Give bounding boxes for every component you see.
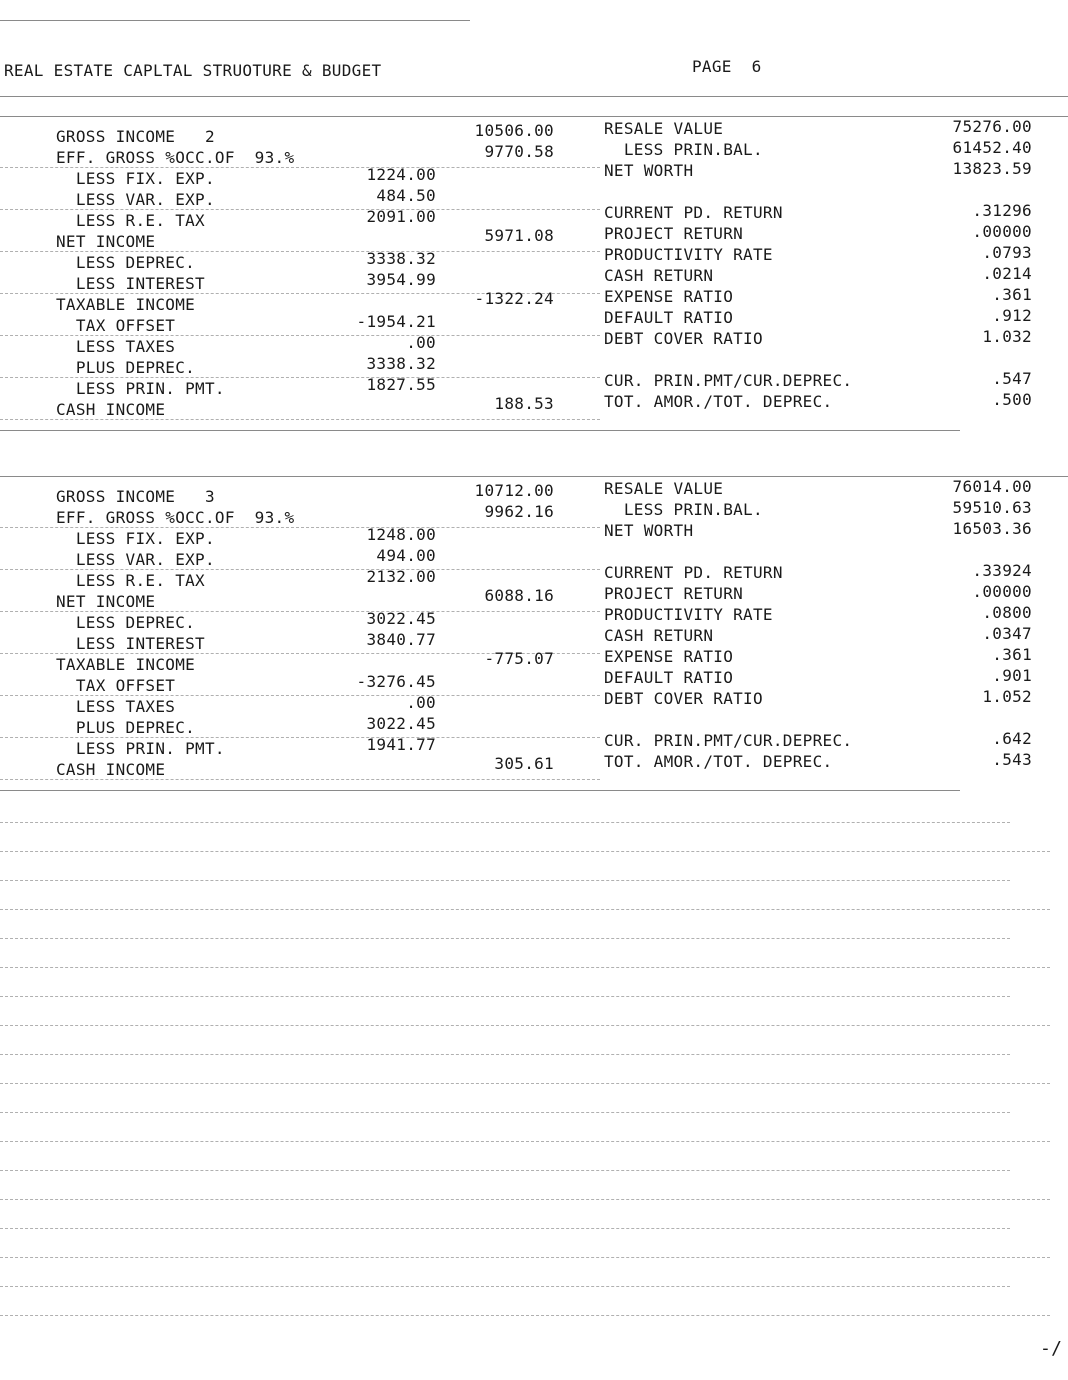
blank-form-line [0,1228,1010,1229]
top-rule [0,20,470,21]
income-row-label: TAX OFFSET [56,316,176,335]
income-row-label: LESS R.E. TAX [56,571,205,590]
metric-label: RESALE VALUE [604,119,724,138]
income-row-label: CASH INCOME [56,400,166,419]
metric-label: NET WORTH [604,521,694,540]
metric-value: .361 [992,645,1032,664]
metric-value: .543 [992,750,1032,769]
metric-value: .31296 [972,201,1032,220]
blank-form-line [0,1112,1010,1113]
metric-value: .901 [992,666,1032,685]
metric-label: CURRENT PD. RETURN [604,203,783,222]
metric-label: CUR. PRIN.PMT/CUR.DEPREC. [604,731,853,750]
blank-form-line [0,822,1010,823]
metric-value: .00000 [972,582,1032,601]
blank-form-line [0,851,1050,852]
income-row-label: LESS R.E. TAX [56,211,205,230]
income-row-label: EFF. GROSS %OCC.OF 93.% [56,148,295,167]
metric-value: 13823.59 [952,159,1032,178]
blank-form-line [0,1141,1050,1142]
metric-label: PRODUCTIVITY RATE [604,605,773,624]
metric-label: LESS PRIN.BAL. [604,500,763,519]
income-row-label: LESS TAXES [56,697,176,716]
page-number: PAGE 6 [692,57,762,76]
income-row-amount: .00 [406,333,436,352]
blank-form-line [0,967,1050,968]
income-row-label: LESS INTEREST [56,274,205,293]
metric-label: CASH RETURN [604,626,714,645]
blank-form-line [0,1286,1010,1287]
metric-label: DEFAULT RATIO [604,308,734,327]
metric-value: .0800 [982,603,1032,622]
income-row-label: LESS VAR. EXP. [56,550,215,569]
income-row-total: -1322.24 [474,289,554,308]
blank-form-line [0,1025,1050,1026]
metric-value: 1.052 [982,687,1032,706]
metric-value: 61452.40 [952,138,1032,157]
income-row-label: NET INCOME [56,592,156,611]
metric-label: RESALE VALUE [604,479,724,498]
income-row-label: LESS DEPREC. [56,253,196,272]
blank-form-line [0,880,1010,881]
income-row-total: 305.61 [494,754,554,773]
income-row-label: LESS PRIN. PMT. [56,379,225,398]
income-row-amount: 2132.00 [366,567,436,586]
metric-label: EXPENSE RATIO [604,647,734,666]
income-row-amount: -3276.45 [356,672,436,691]
income-row-label: TAXABLE INCOME [56,295,196,314]
metric-value: 16503.36 [952,519,1032,538]
blank-form-line [0,1315,1050,1316]
income-row-amount: 1827.55 [366,375,436,394]
income-row-amount: 3954.99 [366,270,436,289]
metric-label: CURRENT PD. RETURN [604,563,783,582]
metric-label: PROJECT RETURN [604,224,744,243]
metric-label: EXPENSE RATIO [604,287,734,306]
metric-label: DEBT COVER RATIO [604,689,763,708]
income-row-amount: 2091.00 [366,207,436,226]
income-row-label: LESS PRIN. PMT. [56,739,225,758]
corner-mark: -/ [1040,1338,1063,1359]
income-row-label: LESS INTEREST [56,634,205,653]
income-row-amount: .00 [406,693,436,712]
row-rule [0,419,600,420]
metric-label: NET WORTH [604,161,694,180]
blank-form-line [0,1199,1050,1200]
income-row-total: 188.53 [494,394,554,413]
metric-label: PRODUCTIVITY RATE [604,245,773,264]
income-row-total: 9962.16 [484,502,554,521]
metric-value: .500 [992,390,1032,409]
blank-form-line [0,938,1010,939]
metric-value: .0793 [982,243,1032,262]
metric-value: .33924 [972,561,1032,580]
income-row-amount: 484.50 [376,186,436,205]
income-row-amount: 494.00 [376,546,436,565]
income-row-total: 9770.58 [484,142,554,161]
blank-form-line [0,996,1010,997]
metric-label: CUR. PRIN.PMT/CUR.DEPREC. [604,371,853,390]
metric-value: 59510.63 [952,498,1032,517]
metric-value: .361 [992,285,1032,304]
income-row-total: -775.07 [484,649,554,668]
income-row-amount: 3338.32 [366,354,436,373]
report-title: REAL ESTATE CAPLTAL STRUOTURE & BUDGET [4,61,382,80]
blank-form-line [0,1083,1050,1084]
income-row-amount: -1954.21 [356,312,436,331]
income-row-amount: 3840.77 [366,630,436,649]
income-row-label: LESS FIX. EXP. [56,169,215,188]
section-bottom-rule [0,430,960,431]
income-row-amount: 3022.45 [366,609,436,628]
income-row-label: LESS TAXES [56,337,176,356]
metric-label: TOT. AMOR./TOT. DEPREC. [604,392,833,411]
metric-value: 76014.00 [952,477,1032,496]
blank-form-line [0,1257,1050,1258]
income-row-label: EFF. GROSS %OCC.OF 93.% [56,508,295,527]
section-bottom-rule [0,790,960,791]
metric-value: .0347 [982,624,1032,643]
metric-value: .912 [992,306,1032,325]
income-row-label: GROSS INCOME 3 [56,487,215,506]
metric-value: .0214 [982,264,1032,283]
income-row-amount: 3022.45 [366,714,436,733]
blank-form-line [0,909,1050,910]
metric-value: .00000 [972,222,1032,241]
metric-value: .547 [992,369,1032,388]
income-row-label: PLUS DEPREC. [56,358,196,377]
metric-label: LESS PRIN.BAL. [604,140,763,159]
metric-value: 1.032 [982,327,1032,346]
income-row-label: PLUS DEPREC. [56,718,196,737]
income-row-label: LESS DEPREC. [56,613,196,632]
metric-value: 75276.00 [952,117,1032,136]
income-row-total: 10712.00 [474,481,554,500]
metric-value: .642 [992,729,1032,748]
income-row-amount: 1224.00 [366,165,436,184]
section-rule [0,476,1068,477]
income-row-amount: 1248.00 [366,525,436,544]
income-row-total: 6088.16 [484,586,554,605]
income-row-amount: 3338.32 [366,249,436,268]
metric-label: CASH RETURN [604,266,714,285]
metric-label: TOT. AMOR./TOT. DEPREC. [604,752,833,771]
income-row-total: 5971.08 [484,226,554,245]
income-row-amount: 1941.77 [366,735,436,754]
metric-label: DEBT COVER RATIO [604,329,763,348]
income-row-label: CASH INCOME [56,760,166,779]
header-rule [0,96,1068,97]
income-row-total: 10506.00 [474,121,554,140]
income-row-label: LESS VAR. EXP. [56,190,215,209]
income-row-label: TAXABLE INCOME [56,655,196,674]
income-row-label: NET INCOME [56,232,156,251]
section-rule [0,116,1068,117]
blank-form-line [0,1054,1010,1055]
metric-label: PROJECT RETURN [604,584,744,603]
metric-label: DEFAULT RATIO [604,668,734,687]
income-row-label: TAX OFFSET [56,676,176,695]
income-row-label: LESS FIX. EXP. [56,529,215,548]
blank-form-line [0,1170,1010,1171]
row-rule [0,779,600,780]
income-row-label: GROSS INCOME 2 [56,127,215,146]
